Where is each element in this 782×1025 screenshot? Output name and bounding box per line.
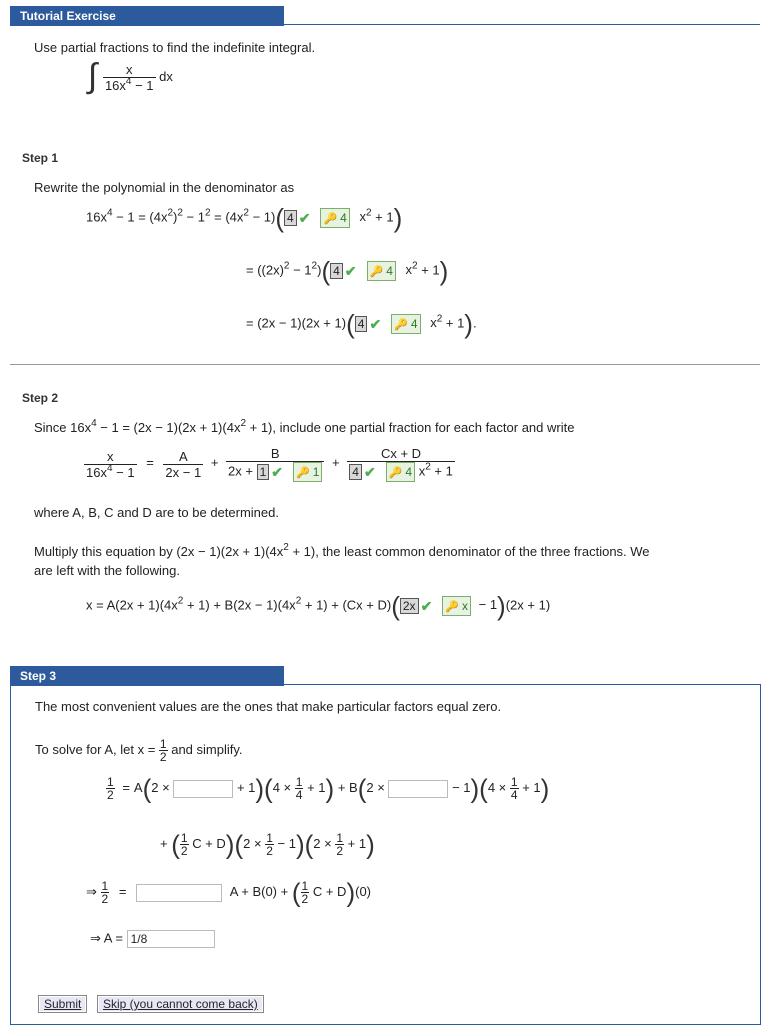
key-icon: 🔑	[445, 601, 459, 613]
A-value-input[interactable]: 1/8	[127, 930, 215, 948]
step2-C-key-answer[interactable]: 🔑 4	[386, 462, 415, 482]
step3-tab: Step 3	[10, 666, 284, 686]
step1-intro: Rewrite the polynomial in the denominator as	[34, 180, 295, 195]
step2-partial-fraction-equation: $\frac{x}{16x^4 - 1}$ = $\frac{A}{2x - 1}$ + $\frac{B}{2x + 1 ✔ 🔑 1}$ + $\frac{Cx + D}{4 ✔ 🔑 4 x^2 + 1}$	[84, 446, 455, 482]
row1-input-1[interactable]	[173, 780, 233, 798]
key-icon: 🔑	[388, 467, 403, 479]
check-icon: ✔	[271, 463, 284, 480]
step2-big-key-answer[interactable]: 🔑 x	[442, 596, 471, 616]
submit-button[interactable]: Submit	[38, 995, 87, 1013]
fraction-C: $\frac{Cx + D}{4 ✔ 🔑 4 x^2 + 1}$	[347, 446, 455, 482]
step3-panel	[10, 684, 761, 1025]
paren-open: (	[275, 203, 285, 233]
integral-fraction	[103, 62, 156, 93]
step2-B-key-answer[interactable]: 🔑 1	[293, 462, 322, 482]
step1-key-answer-1[interactable]: 🔑 4	[320, 208, 349, 228]
integral-expression	[88, 56, 173, 95]
step2-big-equation: $x = A(2x + 1)(4x^2 + 1) + B(2x - 1)(4x^2 + 1) + (Cx + D)$( 2x ✔ 🔑 x − 1)(2x + 1)	[86, 591, 551, 621]
row3-input[interactable]	[136, 884, 222, 902]
step1-line3: = (2x − 1)(2x + 1)( 4 ✔ 🔑 4 $x^2 + 1$).	[246, 309, 477, 339]
key-icon: 🔑	[369, 266, 384, 278]
key-icon: 🔑	[296, 467, 310, 479]
divider	[10, 364, 760, 365]
step2-B-answer: 1	[257, 464, 270, 480]
integral-dx: dx	[159, 68, 173, 84]
step2-where: where A, B, C and D are to be determined.	[34, 505, 279, 520]
problem-instruction: Use partial fractions to find the indefinite integral.	[34, 40, 316, 55]
step3-row2: + ( $\frac{1}{2}$ C + D)(2 × $\frac{1}{2}$ − 1)(2 × $\frac{1}{2}$ + 1)	[160, 829, 375, 860]
step2-multiply-cont: are left with the following.	[34, 563, 180, 578]
step3-row1: $\frac{1}{2}$ = A(2 × + 1)(4 × $\frac{1}{4}$ + 1) + B(2 × − 1)(4 × $\frac{1}{4}$ + 1)	[107, 773, 550, 804]
skip-button[interactable]: Skip (you cannot come back)	[97, 995, 264, 1013]
check-icon: ✔	[420, 597, 433, 614]
step2-C-answer: 4	[349, 464, 362, 480]
key-icon: 🔑	[394, 319, 408, 331]
tutorial-exercise-tab: Tutorial Exercise	[10, 6, 284, 26]
step3-solve-for-A: To solve for A, let x = $\frac{1}{2}$ and simplify.	[35, 737, 243, 764]
step3-text: The most convenient values are the ones that make particular factors equal zero.	[35, 699, 502, 714]
fraction-B: $\frac{B}{2x + 1 ✔ 🔑 1}$	[226, 446, 324, 482]
step1-answer-3: 4	[355, 316, 368, 332]
check-icon: ✔	[369, 315, 382, 332]
step2-multiply: Multiply this equation by $(2x - 1)(2x + 1)(4x^2 + 1)$, the least common denominator of the three fractions. We	[34, 542, 650, 559]
step1-key-answer-2[interactable]: 🔑 4	[367, 261, 396, 281]
lhs-fraction: $\frac{x}{16x^4 - 1}$	[86, 448, 135, 480]
step1-line2: = $((2x)^2 - 1^2)$( 4 ✔ 🔑 4 $x^2 + 1$)	[246, 256, 449, 286]
key-icon: 🔑	[323, 213, 338, 225]
step1-answer-2: 4	[330, 263, 343, 279]
step1-line1: $16x^4 - 1 = (4x^2)^2 - 1^2 = (4x^2 - 1)$( 4 ✔ 🔑 4 $x^2 + 1$)	[86, 203, 403, 233]
paren-close: )	[393, 203, 403, 233]
fraction-A: $\frac{A}{2x - 1}$	[165, 448, 202, 480]
step2-since: Since $16x^4 - 1 = (2x - 1)(2x + 1)(4x^2 + 1)$, include one partial fraction for each factor and write	[34, 418, 575, 435]
step1-key-answer-3[interactable]: 🔑 4	[391, 314, 420, 334]
step2-label: Step 2	[22, 391, 59, 405]
step3-row3: ⇒ $\frac{1}{2}$ = A + B(0) + ( $\frac{1}{2}$ C + D)(0)	[86, 877, 371, 908]
check-icon: ✔	[298, 209, 311, 226]
integral-sign: ∫	[88, 56, 98, 95]
integral-numerator: x	[103, 62, 156, 78]
check-icon: ✔	[363, 463, 376, 480]
row1-input-2[interactable]	[388, 780, 448, 798]
check-icon: ✔	[344, 262, 357, 279]
integral-denominator: $16x^4 - 1$	[104, 76, 154, 93]
header-rule	[10, 24, 760, 25]
step1-label: Step 1	[22, 151, 59, 165]
step2-big-answer: 2x	[400, 598, 419, 614]
step1-answer-1: 4	[284, 210, 297, 226]
step3-row4: ⇒ A = 1/8	[90, 930, 215, 948]
